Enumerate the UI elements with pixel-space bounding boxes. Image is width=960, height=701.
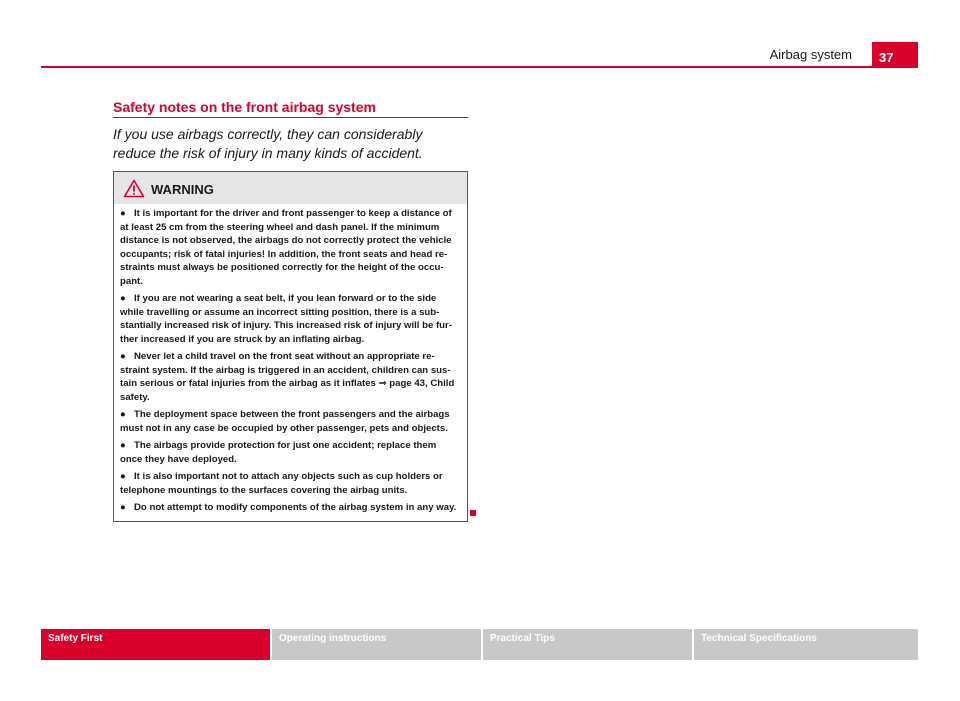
warning-title: WARNING xyxy=(151,182,214,197)
tab-practical-tips[interactable]: Practical Tips xyxy=(483,629,692,660)
warning-header xyxy=(114,172,467,204)
intro-text: If you use airbags correctly, they can considerably reduce the risk of injury in many kinds of accident. xyxy=(113,126,423,161)
warning-list xyxy=(114,204,467,515)
bullet-icon: ● xyxy=(120,502,126,513)
bullet-icon: ● xyxy=(120,440,126,451)
warning-item: ● It is also important not to attach any objects such as cup holders or telephone mountings to the surfaces covering the airbag units. xyxy=(120,471,443,496)
warning-item: ● The airbags provide protection for just one accident; replace them once they have deployed. xyxy=(120,440,437,465)
section-rule xyxy=(113,117,468,118)
warning-item: ● Do not attempt to modify components of the airbag system in any way. xyxy=(120,502,457,513)
bullet-icon: ● xyxy=(120,471,126,482)
end-of-section-marker xyxy=(470,510,476,516)
tab-safety-first[interactable]: Safety First xyxy=(41,629,270,660)
bullet-icon: ● xyxy=(120,351,126,362)
warning-item: ● Never let a child travel on the front seat without an appropriate re-straint system. If the airbag is triggered in an accident, children can sus-tain serious or fatal injuries from the airbag as it inflates ⇒ page 43, Child safety. xyxy=(120,351,455,403)
warning-triangle-icon xyxy=(123,179,145,198)
tab-technical-specifications[interactable]: Technical Specifications xyxy=(694,629,918,660)
header-rule xyxy=(41,66,918,68)
page-number: 37 xyxy=(872,42,918,68)
warning-item: ● The deployment space between the front passengers and the airbags must not in any case be occupied by other passenger, pets and objects. xyxy=(120,409,450,434)
warning-item: ● It is important for the driver and front passenger to keep a distance of at least 25 cm from the steering wheel and dash panel. If the minimum distance is not observed, the airbags do not correctly protect the vehicle occupants; risk of fatal injuries! In addition, the front seats and head re-straints must always be positioned correctly for the height of the occu-pant. xyxy=(120,208,452,287)
footer-nav xyxy=(41,629,918,660)
running-title: Airbag system xyxy=(769,47,852,62)
bullet-icon: ● xyxy=(120,293,126,304)
warning-box xyxy=(113,171,468,522)
bullet-icon: ● xyxy=(120,409,126,420)
bullet-icon: ● xyxy=(120,208,126,219)
section-heading: Safety notes on the front airbag system xyxy=(113,99,376,115)
tab-operating-instructions[interactable]: Operating instructions xyxy=(272,629,481,660)
warning-item: ● If you are not wearing a seat belt, if you lean forward or to the side while travelling or assume an incorrect sitting position, there is a sub-stantially increased risk of injury. This increased risk of injury will be fur-ther increased if you are struck by an inflating airbag. xyxy=(120,293,452,345)
